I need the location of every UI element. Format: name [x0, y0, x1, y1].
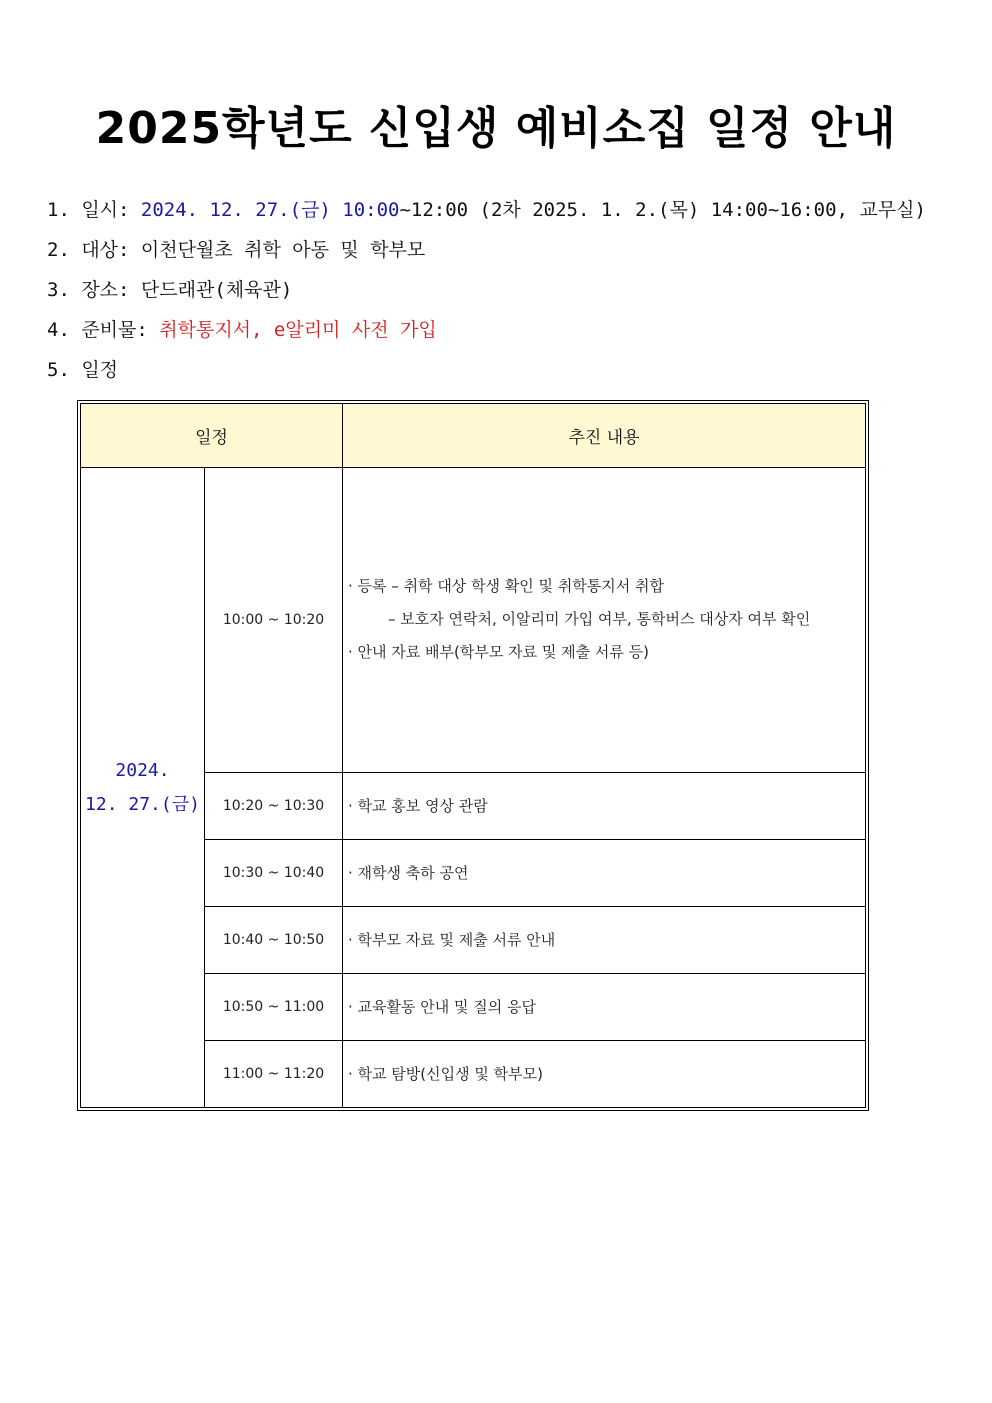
- schedule-table-frame: [77, 400, 869, 1111]
- item-date-highlight: 2024. 12. 27.(금) 10:00: [140, 199, 400, 221]
- date-line-2: 12. 27.(금): [85, 793, 200, 815]
- content-line: · 등록 – 취학 대상 학생 확인 및 취학통지서 취합: [348, 577, 665, 596]
- item-label: 5. 일정: [47, 359, 119, 381]
- content-line: – 보호자 연락처, 이알리미 가입 여부, 통학버스 대상자 여부 확인: [388, 610, 811, 629]
- item-label: 4. 준비물:: [47, 319, 160, 341]
- table-header-row: [81, 404, 866, 468]
- content-cell: [343, 468, 866, 773]
- content-cell: · 학부모 자료 및 제출 서류 안내: [343, 906, 866, 973]
- item-label: 3. 장소:: [47, 279, 141, 301]
- time-cell: 10:20 ~ 10:30: [205, 772, 343, 839]
- list-item-target: [47, 236, 926, 276]
- item-value: 이천단월초 취학 아동 및 학부모: [140, 239, 426, 261]
- content-cell: · 학교 탐방(신입생 및 학부모): [343, 1040, 866, 1107]
- time-cell: 10:50 ~ 11:00: [205, 973, 343, 1040]
- time-cell: 10:40 ~ 10:50: [205, 906, 343, 973]
- item-date-rest: ~12:00 (2차 2025. 1. 2.(목) 14:00~16:00, 교무실): [399, 199, 926, 221]
- schedule-table: [80, 403, 866, 1108]
- list-item-place: [47, 276, 926, 316]
- item-label: 2. 대상:: [47, 239, 141, 261]
- page-title: 2025학년도 신입생 예비소집 일정 안내: [95, 103, 897, 154]
- item-value: 단드래관(체육관): [140, 279, 293, 301]
- date-line-1: 2024.: [115, 759, 170, 781]
- date-cell: [81, 468, 205, 1108]
- item-supplies-highlight: 취학통지서, e알리미 사전 가입: [159, 319, 437, 341]
- content-cell: · 재학생 축하 공연: [343, 839, 866, 906]
- list-item-schedule: [47, 356, 926, 396]
- list-item-date: [47, 196, 926, 236]
- header-schedule: 일정: [81, 404, 343, 468]
- info-list: [47, 196, 926, 396]
- item-label: 1. 일시:: [47, 199, 141, 221]
- content-line: · 안내 자료 배부(학부모 자료 및 제출 서류 등): [348, 643, 649, 662]
- time-cell: 10:00 ~ 10:20: [205, 468, 343, 773]
- header-content: 추진 내용: [343, 404, 866, 468]
- time-cell: 10:30 ~ 10:40: [205, 839, 343, 906]
- time-cell: 11:00 ~ 11:20: [205, 1040, 343, 1107]
- list-item-supplies: [47, 316, 926, 356]
- content-cell: · 교육활동 안내 및 질의 응답: [343, 973, 866, 1040]
- table-row: [81, 468, 866, 773]
- content-cell: · 학교 홍보 영상 관람: [343, 772, 866, 839]
